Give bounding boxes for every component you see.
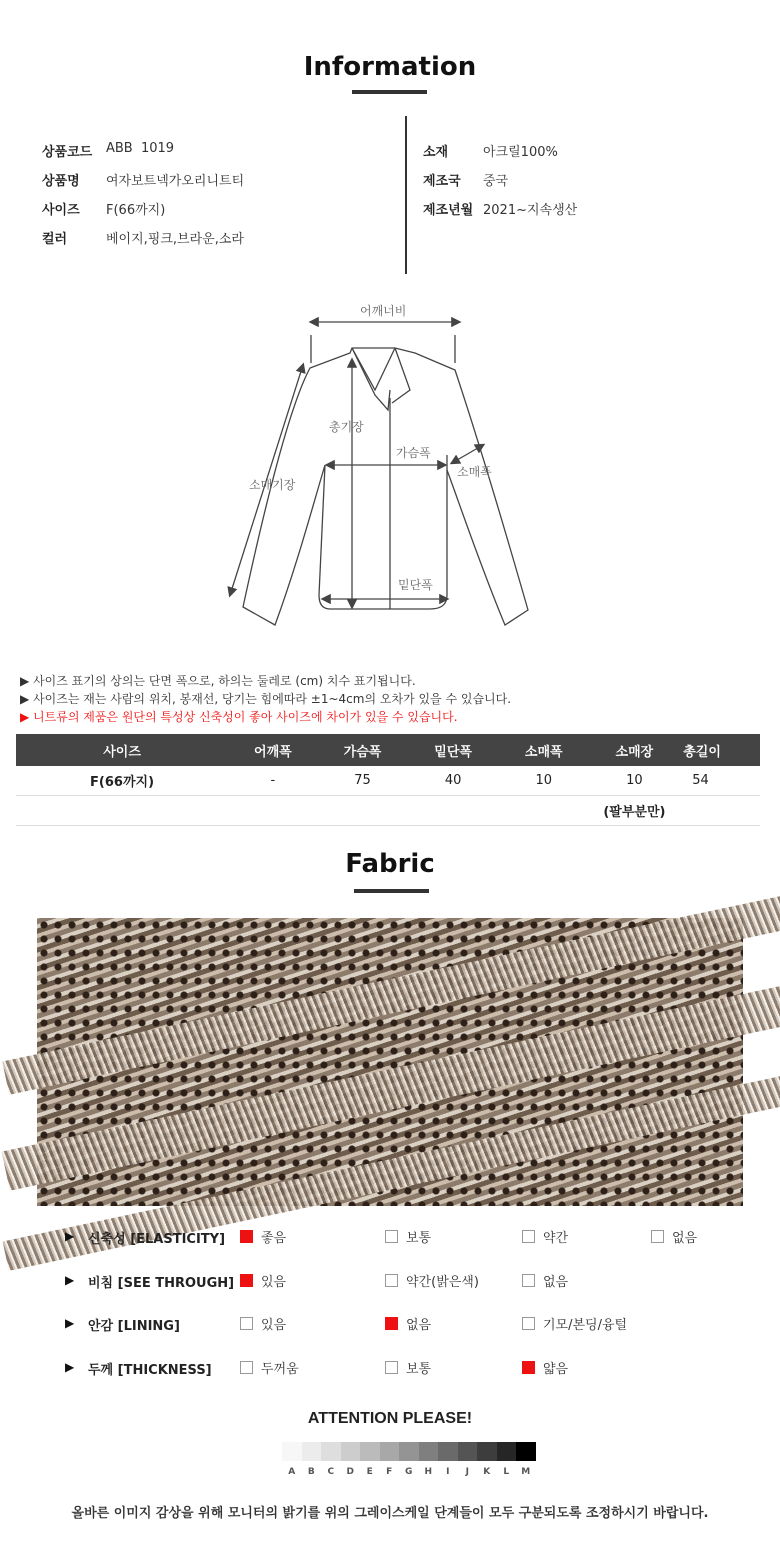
- grayscale-swatch: [380, 1442, 400, 1461]
- header-hem: 밑단폭: [407, 734, 499, 766]
- checkbox-checked-icon: [240, 1230, 253, 1243]
- grayscale-swatch: [497, 1442, 517, 1461]
- header-sleeve-length: 소매장: [589, 734, 681, 766]
- lining-option-none[interactable]: 없음: [385, 1314, 431, 1333]
- cell-sleeve-width: 10: [499, 766, 589, 796]
- cell-chest: 75: [318, 766, 408, 796]
- sleeve-width-label: 소매폭: [457, 465, 492, 479]
- lining-label: 안감 [LINING]: [88, 1319, 180, 1334]
- see-through-option-none[interactable]: 없음: [522, 1271, 568, 1290]
- size-note: ▶ 사이즈 표기의 상의는 단면 폭으로, 하의는 둘레로 (cm) 치수 표기됩니다.: [20, 674, 416, 688]
- grayscale-letter: E: [366, 1467, 373, 1477]
- garment-size-diagram: [215, 295, 545, 635]
- table-row: [16, 796, 760, 826]
- tolerance-note: ▶ 사이즈는 재는 사람의 위치, 봉재선, 당기는 힘에따라 ±1~4cm의 오차가 있을 수 있습니다.: [20, 692, 512, 706]
- cell-sleeve-length: 10: [589, 766, 681, 796]
- grayscale-swatch: [419, 1442, 439, 1461]
- manufactured-label: 제조년월: [423, 203, 474, 218]
- elasticity-option-none[interactable]: 없음: [651, 1227, 697, 1246]
- checkbox-icon: [385, 1274, 398, 1287]
- fabric-title-underline: [354, 889, 429, 893]
- size-value: F(66까지): [106, 203, 166, 218]
- attention-title: ATTENTION PLEASE!: [307, 1410, 473, 1427]
- header-chest: 가슴폭: [318, 734, 408, 766]
- hem-label: 밑단폭: [398, 578, 433, 592]
- cell-size: F(66까지): [16, 766, 228, 796]
- grayscale-swatch: [302, 1442, 322, 1461]
- sleeve-length-label: 소매기장: [249, 478, 296, 492]
- origin-label: 제조국: [423, 174, 461, 189]
- lining-option-yes[interactable]: 있음: [240, 1314, 286, 1333]
- grayscale-letter: H: [424, 1467, 433, 1477]
- grayscale-letter: J: [465, 1467, 469, 1477]
- checkbox-icon: [385, 1361, 398, 1374]
- header-sleeve-width: 소매폭: [499, 734, 589, 766]
- checkbox-icon: [522, 1274, 535, 1287]
- grayscale-letter: F: [386, 1467, 393, 1477]
- lining-option-brushed[interactable]: 기모/본딩/융털: [522, 1314, 627, 1333]
- product-code-value: ABB 1019: [106, 141, 175, 156]
- checkbox-icon: [522, 1317, 535, 1330]
- thickness-option-thin[interactable]: 얇음: [522, 1358, 568, 1377]
- grayscale-swatch: [438, 1442, 458, 1461]
- bullet-arrow-icon: ▶: [65, 1273, 75, 1287]
- checkbox-checked-icon: [240, 1274, 253, 1287]
- length-label: 총기장: [329, 420, 364, 434]
- monitor-brightness-note: 올바른 이미지 감상을 위해 모니터의 밝기를 위의 그레이스케일 단계들이 모두 구분되도록 조정하시기 바랍니다.: [71, 1506, 709, 1521]
- grayscale-swatch: [399, 1442, 419, 1461]
- grayscale-letter: I: [446, 1467, 450, 1477]
- checkbox-icon: [385, 1230, 398, 1243]
- color-value: 베이지,핑크,브라운,소라: [106, 232, 244, 247]
- chest-label: 가슴폭: [396, 446, 431, 460]
- material-label: 소재: [423, 145, 449, 160]
- elasticity-label: 신축성 [ELASTICITY]: [88, 1232, 226, 1247]
- grayscale-swatch: [477, 1442, 497, 1461]
- fabric-title: Fabric: [345, 849, 435, 879]
- checkbox-icon: [651, 1230, 664, 1243]
- grayscale-swatch: [458, 1442, 478, 1461]
- elasticity-option-good[interactable]: 좋음: [240, 1227, 286, 1246]
- size-table: [16, 734, 760, 826]
- thickness-option-normal[interactable]: 보통: [385, 1358, 431, 1377]
- information-title: Information: [303, 52, 477, 82]
- header-size: 사이즈: [16, 734, 228, 766]
- header-shoulder: 어깨폭: [228, 734, 318, 766]
- elasticity-option-normal[interactable]: 보통: [385, 1227, 431, 1246]
- sleeve-footnote: (팔부분만): [589, 796, 681, 826]
- product-name-label: 상품명: [42, 174, 80, 189]
- sleeve-width-arrow: [452, 445, 483, 463]
- cell-total-length: 54: [680, 766, 760, 796]
- origin-value: 중국: [483, 174, 509, 189]
- checkbox-checked-icon: [385, 1317, 398, 1330]
- cell-hem: 40: [407, 766, 499, 796]
- product-name-value: 여자보트넥가오리니트티: [106, 174, 245, 189]
- bullet-arrow-icon: ▶: [65, 1316, 75, 1330]
- grayscale-letter: A: [288, 1467, 296, 1477]
- title-underline: [352, 90, 427, 94]
- grayscale-letter: M: [521, 1467, 531, 1477]
- grayscale-swatch: [360, 1442, 380, 1461]
- material-value: 아크릴100%: [483, 145, 558, 160]
- manufactured-value: 2021~지속생산: [483, 203, 578, 218]
- grayscale-swatch: [341, 1442, 361, 1461]
- grayscale-swatch: [321, 1442, 341, 1461]
- shoulder-label: 어깨너비: [360, 304, 407, 318]
- grayscale-swatch: [282, 1442, 302, 1461]
- size-label: 사이즈: [42, 203, 80, 218]
- grayscale-letter: K: [483, 1467, 491, 1477]
- color-label: 컬러: [42, 232, 68, 247]
- grayscale-letter: G: [405, 1467, 413, 1477]
- grayscale-letter: C: [327, 1467, 335, 1477]
- grayscale-letter: L: [503, 1467, 510, 1477]
- grayscale-swatch: [516, 1442, 536, 1461]
- product-code-label: 상품코드: [42, 145, 93, 160]
- grayscale-letter: D: [346, 1467, 354, 1477]
- fabric-stitch-band: [2, 895, 780, 1095]
- knit-warning-note: ▶ 니트류의 제품은 원단의 특성상 신축성이 좋아 사이즈에 차이가 있을 수 있습니다.: [20, 710, 458, 724]
- size-table-header: [16, 734, 760, 766]
- thickness-label: 두께 [THICKNESS]: [88, 1363, 212, 1378]
- elasticity-option-slight[interactable]: 약간: [522, 1227, 568, 1246]
- checkbox-icon: [522, 1230, 535, 1243]
- bullet-arrow-icon: ▶: [65, 1360, 75, 1374]
- see-through-option-yes[interactable]: 있음: [240, 1271, 286, 1290]
- cell-shoulder: -: [228, 766, 318, 796]
- fabric-texture-image: [37, 918, 743, 1206]
- grayscale-letter: B: [307, 1467, 315, 1477]
- table-row: [16, 766, 760, 796]
- bullet-arrow-icon: ▶: [65, 1229, 75, 1243]
- checkbox-icon: [240, 1361, 253, 1374]
- see-through-label: 비침 [SEE THROUGH]: [88, 1276, 235, 1291]
- thickness-option-thick[interactable]: 두꺼움: [240, 1358, 299, 1377]
- header-total-length: 총길이: [680, 734, 760, 766]
- checkbox-icon: [240, 1317, 253, 1330]
- checkbox-checked-icon: [522, 1361, 535, 1374]
- info-divider: [405, 116, 407, 274]
- see-through-option-slight[interactable]: 약간(밝은색): [385, 1271, 479, 1290]
